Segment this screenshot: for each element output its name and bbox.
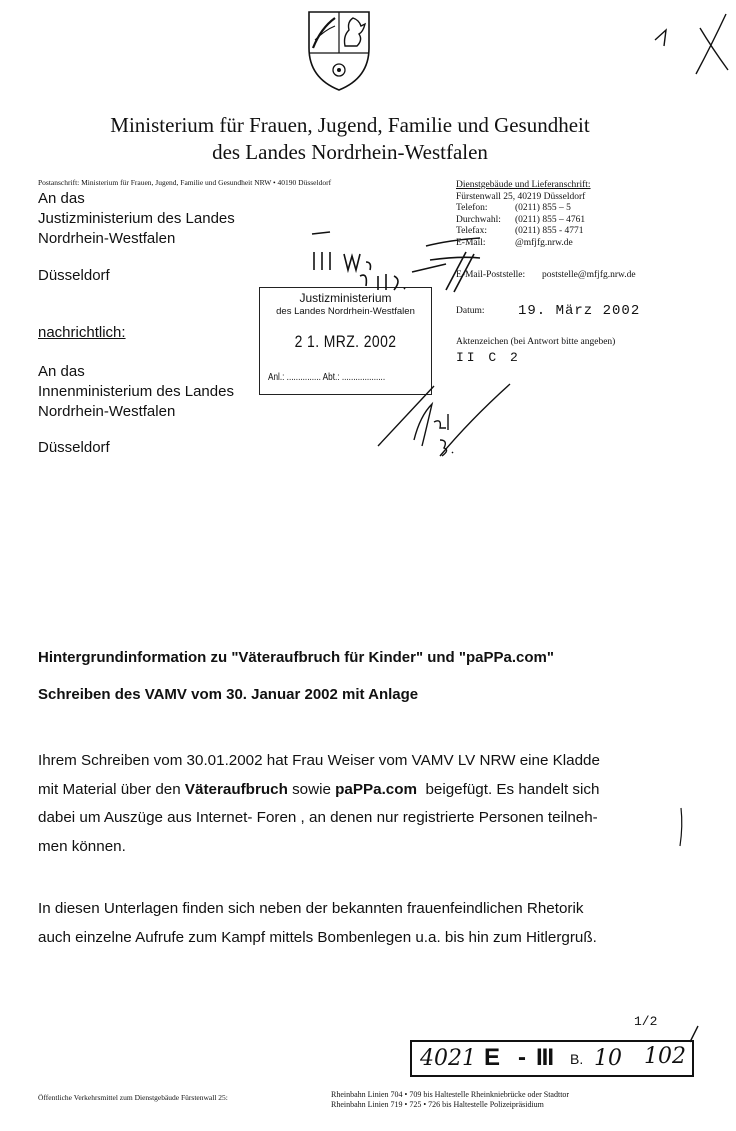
office-address: Fürstenwall 25, 40219 Düsseldorf <box>456 191 586 202</box>
poststelle-value: poststelle@mfjfg.nrw.de <box>542 270 636 280</box>
subject-line1: Hintergrundinformation zu "Väteraufbruch für Kinder" und "paPPa.com" <box>38 649 554 666</box>
recipient-line2: Justizministerium des Landes <box>38 210 235 227</box>
body-p1-line3: dabei um Auszüge aus Internet- Foren , an denen nur registrierte Personen teilneh- <box>38 809 598 826</box>
file-number-box <box>410 1040 694 1077</box>
footer-transport-lines <box>331 1090 569 1110</box>
footer-line2: Rheinbahn Linien 719 • 725 • 726 bis Haltestelle Polizeipräsidium <box>331 1100 544 1109</box>
telefax-value: (0211) 855 - 4771 <box>515 226 584 237</box>
recipient-line1: An das <box>38 190 85 207</box>
cc-line2: Innenministerium des Landes <box>38 383 234 400</box>
reference-value: II C 2 <box>456 350 521 365</box>
stamp-org-line2: des Landes Nordrhein-Westfalen <box>276 306 415 317</box>
reference-label: Aktenzeichen (bei Antwort bitte angeben) <box>456 337 616 347</box>
file-number-handwritten-3: 102 <box>644 1044 686 1069</box>
durchwahl-row <box>456 215 591 227</box>
email-label: E-Mail: <box>456 237 486 248</box>
file-number-b: B. <box>570 1051 584 1067</box>
cc-label: nachrichtlich: <box>38 324 126 341</box>
recipient-address <box>38 189 235 249</box>
office-heading: Dienstgebäude und Lieferanschrift: <box>456 180 591 190</box>
ministry-title-line1: Ministerium für Frauen, Jugend, Familie und Gesundheit <box>110 113 590 137</box>
recipient-line3: Nordrhein-Westfalen <box>38 230 176 247</box>
page-number: 1/2 <box>634 1014 658 1029</box>
footer-transport-label: Öffentliche Verkehrsmittel zum Dienstgebäude Fürstenwall 25: <box>38 1093 228 1102</box>
telefax-label: Telefax: <box>456 226 487 237</box>
date-label: Datum: <box>456 305 485 316</box>
file-number-handwritten-1: 4021 <box>420 1046 476 1071</box>
cc-city: Düsseldorf <box>38 439 110 456</box>
date-value: 19. März 2002 <box>518 302 641 319</box>
durchwahl-value: (0211) 855 – 4761 <box>515 214 586 225</box>
body-paragraph-1 <box>38 747 678 861</box>
email-row <box>456 238 591 250</box>
file-number-handwritten-2: 10 <box>594 1046 622 1071</box>
body-p1-line4: men können. <box>38 837 126 855</box>
telefon-value: (0211) 855 – 5 <box>515 203 571 214</box>
body-p1-line2-part1: mit Material über den <box>38 780 185 798</box>
file-number-roman: III <box>536 1044 554 1071</box>
file-number-letter: E <box>484 1044 501 1071</box>
routing-note-strokes <box>312 232 480 292</box>
telefon-row <box>456 203 591 215</box>
corner-mark-x <box>655 14 728 74</box>
ministry-title-line2: des Landes Nordrhein-Westfalen <box>212 140 488 164</box>
body-p1-line1: Ihrem Schreiben vom 30.01.2002 hat Frau Weiser vom VAMV LV NRW eine Kladde <box>38 752 600 769</box>
body-p1-line2 <box>38 776 678 805</box>
margin-bar-mark <box>680 808 682 846</box>
cc-line3: Nordrhein-Westfalen <box>38 403 176 420</box>
stamp-org-line1: Justizministerium <box>299 291 392 305</box>
poststelle-label: E-Mail-Poststelle: <box>456 270 526 280</box>
durchwahl-label: Durchwahl: <box>456 214 501 225</box>
poststelle-row <box>456 270 636 280</box>
coat-of-arms-logo <box>305 8 373 92</box>
cc-address <box>38 362 234 422</box>
file-number-dash: - <box>518 1044 526 1071</box>
pappa-term: paPPa.com <box>335 780 418 798</box>
body-paragraph-2 <box>38 895 678 952</box>
recipient-city: Düsseldorf <box>38 267 110 284</box>
vaeteraufbruch-term: Väteraufbruch <box>184 780 288 798</box>
ministry-title <box>0 112 700 166</box>
receipt-stamp <box>259 287 432 395</box>
body-p1-line2-part2: sowie <box>287 780 336 798</box>
body-p1-line2-part3: beigefügt. Es handelt sich <box>417 780 600 798</box>
cc-line1: An das <box>38 363 85 380</box>
office-info <box>456 180 591 250</box>
date-row <box>456 302 640 320</box>
telefon-label: Telefon: <box>456 203 488 214</box>
subject-line2: Schreiben des VAMV vom 30. Januar 2002 mit Anlage <box>38 686 419 703</box>
body-p2-line1: In diesen Unterlagen finden sich neben der bekannten frauenfeindlichen Rhetorik <box>38 900 584 917</box>
postal-address-line: Postanschrift: Ministerium für Frauen, Jugend, Familie und Gesundheit NRW • 40190 Düsseldorf <box>38 178 332 187</box>
body-p2-line2: auch einzelne Aufrufe zum Kampf mittels Bombenlegen u.a. bis hin zum Hitlergruß. <box>38 928 597 946</box>
footer-line1: Rheinbahn Linien 704 • 709 bis Haltestelle Rheinkniebrücke oder Stadttor <box>331 1090 570 1099</box>
stamp-anl: Anl.: ............... Abt.: ................... <box>268 372 386 383</box>
email-value: @mfjfg.nrw.de <box>515 237 573 248</box>
stamp-date: 2 1. MRZ. 2002 <box>294 332 397 351</box>
telefax-row <box>456 226 591 238</box>
